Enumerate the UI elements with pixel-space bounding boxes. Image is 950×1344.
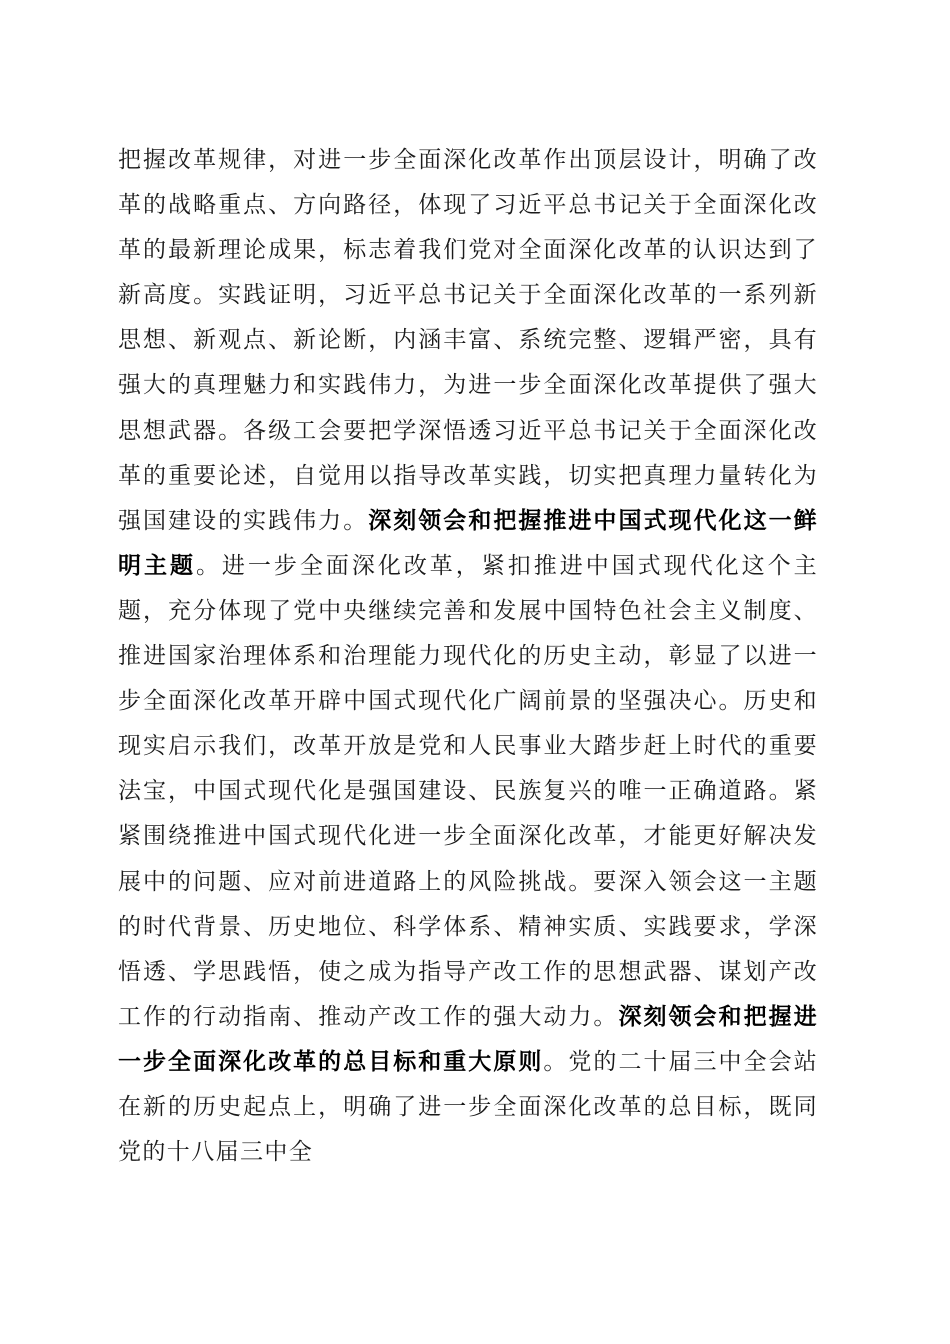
bold-heading-modernization-theme: 深刻领会和把握推进中国式现代化这一鲜明主题 [118, 507, 819, 579]
body-paragraph [118, 138, 818, 1175]
paragraph-body-text-1: 。进一步全面深化改革，紧扣推进中国式现代化这个主题，充分体现了党中央继续完善和发展中国特色社会主义制度、推进国家治理体系和治理能力现代化的历史主动，彰显了以进一步全面深化改革开辟中国式现代化广阔前景的坚强决心。历史和现实启示我们，改革开放是党和人民事业大踏步赶上时代的重要法宝，中国式现代化是强国建设、民族复兴的唯一正确道路。紧紧围绕推进中国式现代化进一步全面深化改革，才能更好解决发展中的问题、应对前进道路上的风险挑战。要深入领会这一主题的时代背景、历史地位、科学体系、精神实质、实践要求，学深悟透、学思践悟，使之成为指导产改工作的思想武器、谋划产改工作的行动指南、推动产改工作的强大动力。 [118, 552, 818, 1030]
bold-heading-overall-goal-principles: 深刻领会和把握进一步全面深化改革的总目标和重大原则 [118, 1003, 819, 1075]
paragraph-intro-text: 把握改革规律，对进一步全面深化改革作出顶层设计，明确了改革的战略重点、方向路径，体现了习近平总书记关于全面深化改革的最新理论成果，标志着我们党对全面深化改革的认识达到了新高度。实践证明，习近平总书记关于全面深化改革的一系列新思想、新观点、新论断，内涵丰富、系统完整、逻辑严密，具有强大的真理魅力和实践伟力，为进一步全面深化改革提供了强大思想武器。各级工会要把学深悟透习近平总书记关于全面深化改革的重要论述，自觉用以指导改革实践，切实把真理力量转化为强国建设的实践伟力。 [118, 147, 818, 534]
paragraph-body-text-2: 。党的二十届三中全会站在新的历史起点上，明确了进一步全面深化改革的总目标，既同党的十八届三中全 [118, 1048, 818, 1166]
